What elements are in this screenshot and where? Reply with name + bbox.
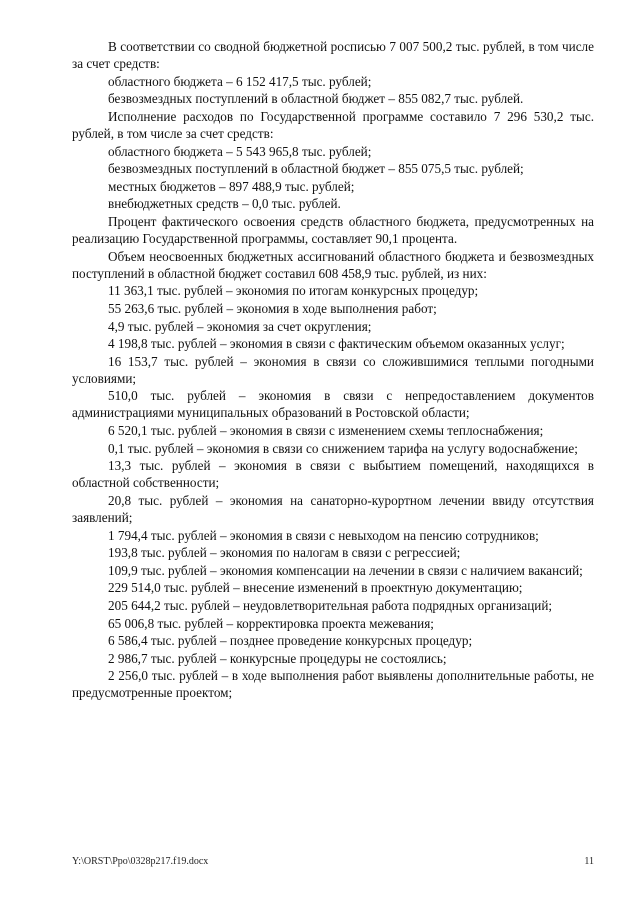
list-item: 2 256,0 тыс. рублей – в ходе выполнения работ выявлены дополнительные работы, не предусмотренные проектом;	[72, 668, 594, 701]
page-footer	[72, 856, 594, 867]
list-item: 0,1 тыс. рублей – экономия в связи со снижением тарифа на услугу водоснабжение;	[108, 440, 578, 456]
paragraph: областного бюджета – 5 543 965,8 тыс. рублей;	[108, 143, 372, 159]
list-item: 16 153,7 тыс. рублей – экономия в связи со сложившимися теплыми погодными условиями;	[72, 353, 594, 386]
list-item: 4,9 тыс. рублей – экономия за счет округления;	[108, 318, 372, 334]
paragraph: Процент фактического освоения средств областного бюджета, предусмотренных на реализацию Государственной программы, составляет 90,1 процента.	[72, 213, 594, 247]
list-item: 1 794,4 тыс. рублей – экономия в связи с невыходом на пенсию сотрудников;	[108, 527, 539, 543]
paragraph: безвозмездных поступлений в областной бюджет – 855 082,7 тыс. рублей.	[108, 91, 524, 107]
list-item: 193,8 тыс. рублей – экономия по налогам в связи с регрессией;	[108, 545, 461, 561]
list-item: 6 520,1 тыс. рублей – экономия в связи с изменением схемы теплоснабжения;	[108, 423, 544, 439]
paragraph: Исполнение расходов по Государственной программе составило 7 296 530,2 тыс. рублей, в том числе за счет средств:	[72, 108, 594, 141]
list-item: 20,8 тыс. рублей – экономия на санаторно-курортном лечении ввиду отсутствия заявлений;	[72, 492, 594, 526]
file-path: Y:\ORST\Ppo\0328p217.f19.docx	[72, 856, 209, 867]
list-item: 6 586,4 тыс. рублей – позднее проведение конкурсных процедур;	[108, 633, 473, 649]
paragraph: областного бюджета – 6 152 417,5 тыс. рублей;	[108, 73, 372, 89]
list-item: 205 644,2 тыс. рублей – неудовлетворительная работа подрядных организаций;	[108, 598, 553, 613]
list-item: 109,9 тыс. рублей – экономия компенсации на лечении в связи с наличием вакансий;	[108, 562, 583, 578]
list-item: 55 263,6 тыс. рублей – экономия в ходе выполнения работ;	[108, 300, 437, 316]
document-body	[72, 38, 594, 702]
list-item: 2 986,7 тыс. рублей – конкурсные процедуры не состоялись;	[108, 650, 447, 666]
page-number: 11	[584, 856, 594, 867]
paragraph: внебюджетных средств – 0,0 тыс. рублей.	[108, 196, 341, 212]
paragraph: Объем неосвоенных бюджетных ассигнований областного бюджета и безвозмездных поступлений в областной бюджет составил 608 458,9 тыс. рублей, из них:	[72, 248, 594, 281]
list-item: 65 006,8 тыс. рублей – корректировка проекта межевания;	[108, 615, 434, 631]
list-item: 13,3 тыс. рублей – экономия в связи с выбытием помещений, находящихся в областной собственности;	[72, 458, 594, 491]
paragraph: местных бюджетов – 897 488,9 тыс. рублей;	[108, 178, 355, 194]
list-item: 4 198,8 тыс. рублей – экономия в связи с фактическим объемом оказанных услуг;	[108, 336, 565, 352]
paragraph: В соответствии со сводной бюджетной росписью 7 007 500,2 тыс. рублей, в том числе за счет средств:	[72, 39, 594, 72]
paragraph: безвозмездных поступлений в областной бюджет – 855 075,5 тыс. рублей;	[108, 161, 524, 177]
list-item: 229 514,0 тыс. рублей – внесение изменений в проектную документацию;	[108, 580, 523, 596]
list-item: 11 363,1 тыс. рублей – экономия по итогам конкурсных процедур;	[108, 283, 479, 299]
list-item: 510,0 тыс. рублей – экономия в связи с непредоставлением документов администрациями муниципальных образований в Ростовской области;	[72, 388, 594, 421]
